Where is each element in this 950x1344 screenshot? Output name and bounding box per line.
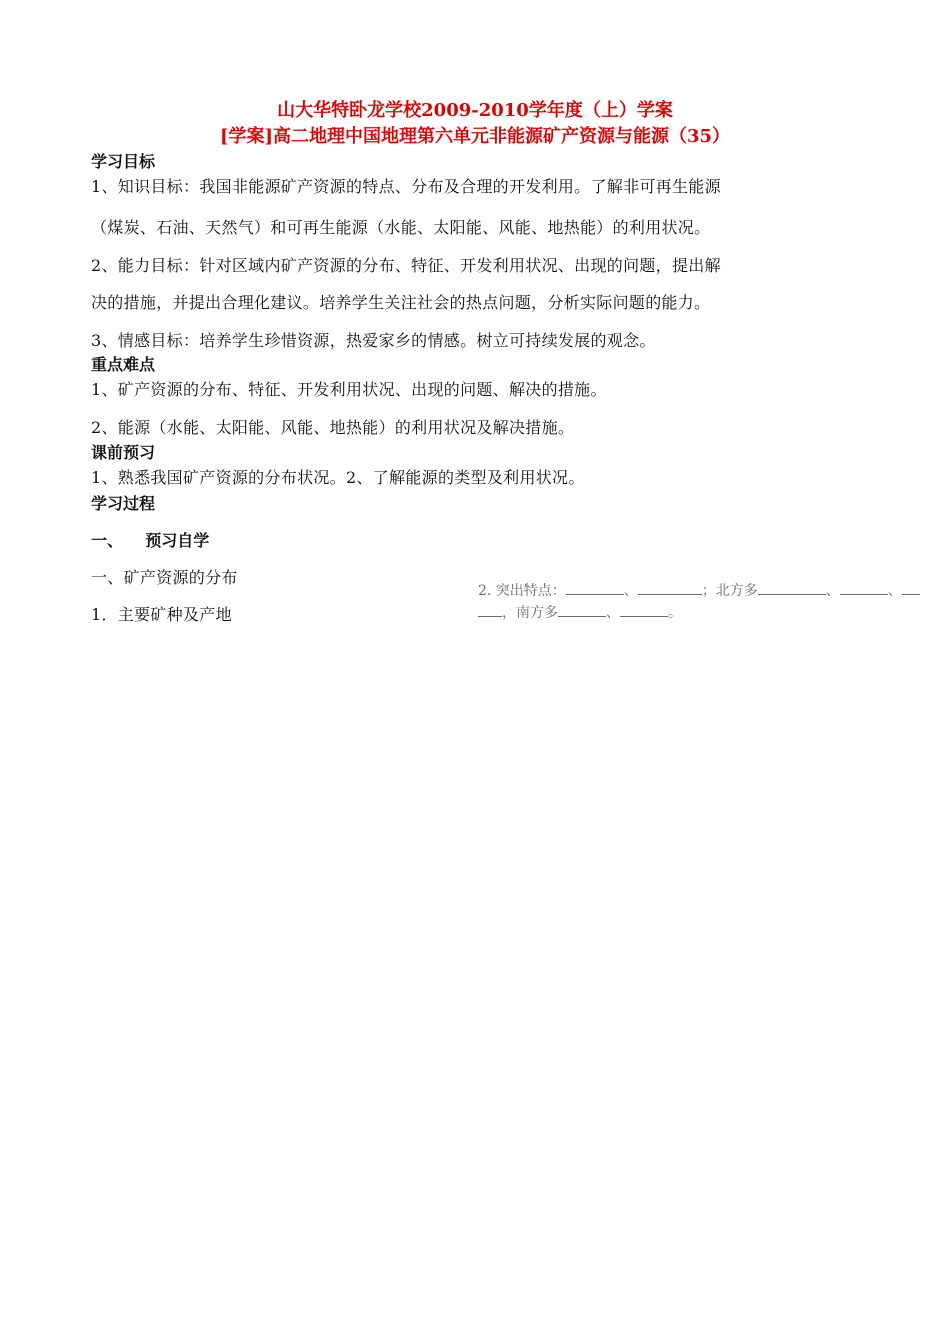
objective-line-5: 3、情感目标：培养学生珍惜资源，热爱家乡的情感。树立可持续发展的观念。 [91, 331, 656, 350]
key-point-line-2: 2、能源（水能、太阳能、风能、地热能）的利用状况及解决措施。 [91, 418, 575, 437]
preview-heading: 课前预习 [91, 443, 156, 462]
blank-line [558, 602, 606, 617]
inset-separator: ，南方多 [502, 605, 558, 621]
inset-separator: 、 [887, 583, 902, 599]
inset-separator: 。 [668, 605, 682, 621]
inset-row-2 [478, 602, 928, 624]
blank-line [478, 602, 502, 617]
process-heading: 学习过程 [91, 494, 156, 513]
inset-row-1 [478, 580, 928, 602]
section-title: 一、 预习自学 [91, 531, 210, 550]
item-1: 1．主要矿种及产地 [91, 605, 232, 624]
blank-line [758, 580, 826, 595]
inset-label: 2. 突出特点： [478, 583, 566, 599]
preview-line: 1、熟悉我国矿产资源的分布状况。2、了解能源的类型及利用状况。 [91, 468, 585, 487]
scanned-worksheet-inset [478, 580, 928, 632]
inset-separator: 、 [623, 583, 638, 599]
document-title: 山大华特卧龙学校2009-2010学年度（上）学案 [277, 100, 673, 121]
key-point-line-1: 1、矿产资源的分布、特征、开发利用状况、出现的问题、解决的措施。 [91, 380, 607, 399]
blank-line [638, 580, 702, 595]
objective-line-4: 决的措施，并提出合理化建议。培养学生关注社会的热点问题，分析实际问题的能力。 [91, 293, 711, 312]
subsection-title: 一、矿产资源的分布 [91, 568, 238, 587]
objective-line-1: 1、知识目标：我国非能源矿产资源的特点、分布及合理的开发利用。了解非可再生能源 [91, 177, 721, 196]
inset-separator: 、 [606, 605, 620, 621]
objective-line-2: （煤炭、石油、天然气）和可再生能源（水能、太阳能、风能、地热能）的利用状况。 [91, 218, 711, 237]
inset-separator: 、 [825, 583, 840, 599]
blank-line [620, 602, 668, 617]
objectives-heading: 学习目标 [91, 152, 156, 171]
blank-line [840, 580, 888, 595]
blank-line [566, 580, 624, 595]
key-points-heading: 重点难点 [91, 355, 156, 374]
blank-line [902, 580, 920, 595]
document-subtitle: [学案]高二地理中国地理第六单元非能源矿产资源与能源（35） [219, 126, 731, 147]
inset-separator: ；北方多 [701, 583, 758, 599]
objective-line-3: 2、能力目标：针对区域内矿产资源的分布、特征、开发利用状况、出现的问题，提出解 [91, 256, 721, 275]
